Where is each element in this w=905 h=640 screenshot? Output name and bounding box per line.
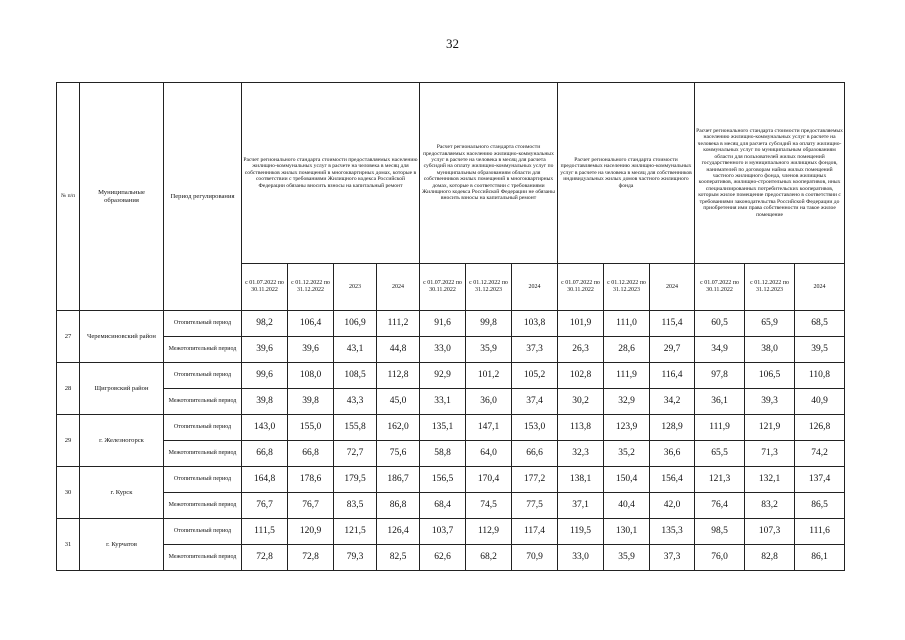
table-row — [57, 389, 845, 415]
value-cell: 77,5 — [512, 493, 558, 519]
header-municipality: Муниципальные образования — [80, 83, 164, 311]
value-cell: 155,8 — [334, 415, 377, 441]
value-cell: 82,8 — [745, 545, 795, 571]
value-cell: 32,9 — [604, 389, 650, 415]
value-cell: 35,2 — [604, 441, 650, 467]
value-cell: 66,8 — [242, 441, 288, 467]
period-heating: Отопительный период — [164, 415, 242, 441]
table-row — [57, 545, 845, 571]
header-num: № п/п — [57, 83, 80, 311]
value-cell: 178,6 — [288, 467, 334, 493]
value-cell: 36,0 — [466, 389, 512, 415]
subheader: 2023 — [334, 264, 377, 311]
value-cell: 35,9 — [466, 337, 512, 363]
value-cell: 68,5 — [795, 311, 845, 337]
value-cell: 111,9 — [604, 363, 650, 389]
value-cell: 117,4 — [512, 519, 558, 545]
value-cell: 64,0 — [466, 441, 512, 467]
value-cell: 123,9 — [604, 415, 650, 441]
value-cell: 68,4 — [420, 493, 466, 519]
value-cell: 102,8 — [558, 363, 604, 389]
table-body — [57, 311, 845, 571]
value-cell: 45,0 — [377, 389, 420, 415]
value-cell: 74,5 — [466, 493, 512, 519]
value-cell: 97,8 — [695, 363, 745, 389]
period-heating: Отопительный период — [164, 467, 242, 493]
value-cell: 164,8 — [242, 467, 288, 493]
value-cell: 112,9 — [466, 519, 512, 545]
value-cell: 105,2 — [512, 363, 558, 389]
value-cell: 156,4 — [650, 467, 695, 493]
value-cell: 37,1 — [558, 493, 604, 519]
value-cell: 113,8 — [558, 415, 604, 441]
value-cell: 128,9 — [650, 415, 695, 441]
value-cell: 39,3 — [745, 389, 795, 415]
value-cell: 65,5 — [695, 441, 745, 467]
header-row — [57, 83, 845, 264]
value-cell: 76,4 — [695, 493, 745, 519]
value-cell: 108,5 — [334, 363, 377, 389]
value-cell: 43,1 — [334, 337, 377, 363]
value-cell: 130,1 — [604, 519, 650, 545]
value-cell: 110,8 — [795, 363, 845, 389]
value-cell: 39,8 — [288, 389, 334, 415]
value-cell: 44,8 — [377, 337, 420, 363]
value-cell: 35,9 — [604, 545, 650, 571]
municipality-name: г. Курчатов — [80, 519, 164, 571]
value-cell: 29,7 — [650, 337, 695, 363]
value-cell: 86,8 — [377, 493, 420, 519]
subheader: с 01.12.2022 по 31.12.2022 — [288, 264, 334, 311]
value-cell: 111,5 — [242, 519, 288, 545]
subheader: 2024 — [512, 264, 558, 311]
value-cell: 37,3 — [512, 337, 558, 363]
value-cell: 112,8 — [377, 363, 420, 389]
value-cell: 106,9 — [334, 311, 377, 337]
value-cell: 155,0 — [288, 415, 334, 441]
value-cell: 121,3 — [695, 467, 745, 493]
subheader: 2024 — [795, 264, 845, 311]
subheader: с 01.07.2022 по 30.11.2022 — [695, 264, 745, 311]
value-cell: 42,0 — [650, 493, 695, 519]
table-row — [57, 441, 845, 467]
value-cell: 79,3 — [334, 545, 377, 571]
value-cell: 147,1 — [466, 415, 512, 441]
period-interheating: Межотопительный период — [164, 389, 242, 415]
value-cell: 92,9 — [420, 363, 466, 389]
value-cell: 121,9 — [745, 415, 795, 441]
municipality-name: г. Железногорск — [80, 415, 164, 467]
value-cell: 83,2 — [745, 493, 795, 519]
period-interheating: Межотопительный период — [164, 493, 242, 519]
value-cell: 91,6 — [420, 311, 466, 337]
value-cell: 40,9 — [795, 389, 845, 415]
value-cell: 103,8 — [512, 311, 558, 337]
value-cell: 71,3 — [745, 441, 795, 467]
period-interheating: Межотопительный период — [164, 545, 242, 571]
value-cell: 38,0 — [745, 337, 795, 363]
value-cell: 170,4 — [466, 467, 512, 493]
row-number: 30 — [57, 467, 80, 519]
value-cell: 33,0 — [420, 337, 466, 363]
subheader: с 01.07.2022 по 30.11.2022 — [242, 264, 288, 311]
value-cell: 186,7 — [377, 467, 420, 493]
value-cell: 72,7 — [334, 441, 377, 467]
value-cell: 153,0 — [512, 415, 558, 441]
value-cell: 34,2 — [650, 389, 695, 415]
value-cell: 103,7 — [420, 519, 466, 545]
value-cell: 34,9 — [695, 337, 745, 363]
value-cell: 106,5 — [745, 363, 795, 389]
value-cell: 121,5 — [334, 519, 377, 545]
value-cell: 68,2 — [466, 545, 512, 571]
table-row — [57, 337, 845, 363]
value-cell: 33,1 — [420, 389, 466, 415]
header-group-1: Расчет регионального стандарта стоимости предоставляемых населению жилищно-коммунальных услуг в расчете на человека в месяц для собственников жилых помещений в многоквартирных домах, которые в соответствии с требованиями Жилищного кодекса Российской Федерации обязаны вносить взносы на капитальный ремонт — [242, 83, 420, 264]
value-cell: 26,3 — [558, 337, 604, 363]
value-cell: 39,5 — [795, 337, 845, 363]
table-row — [57, 415, 845, 441]
value-cell: 120,9 — [288, 519, 334, 545]
value-cell: 65,9 — [745, 311, 795, 337]
value-cell: 70,9 — [512, 545, 558, 571]
subheader: с 01.07.2022 по 30.11.2022 — [558, 264, 604, 311]
value-cell: 126,8 — [795, 415, 845, 441]
value-cell: 30,2 — [558, 389, 604, 415]
value-cell: 72,8 — [288, 545, 334, 571]
value-cell: 137,4 — [795, 467, 845, 493]
value-cell: 107,3 — [745, 519, 795, 545]
value-cell: 76,7 — [288, 493, 334, 519]
value-cell: 119,5 — [558, 519, 604, 545]
period-interheating: Межотопительный период — [164, 441, 242, 467]
value-cell: 135,1 — [420, 415, 466, 441]
period-interheating: Межотопительный период — [164, 337, 242, 363]
value-cell: 66,8 — [288, 441, 334, 467]
header-group-4: Расчет регионального стандарта стоимости предоставляемых населению жилищно-коммунальных услуг в расчете на человека в месяц для расчета субсидий на оплату жилищно-коммунальных услуг по муниципальным образованиям области для пользователей жилых помещений государственного и муниципального жилищных фондов, нанимателей по договорам найма жилых помещений частного жилищного фонда, членов жилищных кооперативов, жилищно-строительных кооперативов, иных специализированных потребительских кооперативов, которым жилое помещение предоставлено в соответствии с требованиями законодательства Российской Федерации до приобретения ими права собственности на такое жилое помещение — [695, 83, 845, 264]
subheader: 2024 — [650, 264, 695, 311]
subheader: 2024 — [377, 264, 420, 311]
header-group-3: Расчет регионального стандарта стоимости предоставляемых населению жилищно-коммунальных услуг в расчете на человека в месяц для собственников индивидуальных жилых домов частного жилищного фонда — [558, 83, 695, 264]
value-cell: 86,1 — [795, 545, 845, 571]
value-cell: 138,1 — [558, 467, 604, 493]
value-cell: 76,0 — [695, 545, 745, 571]
table-row — [57, 311, 845, 337]
value-cell: 37,3 — [650, 545, 695, 571]
municipality-name: Черемисиновский район — [80, 311, 164, 363]
header-period: Период регулирования — [164, 83, 242, 311]
table-row — [57, 493, 845, 519]
value-cell: 162,0 — [377, 415, 420, 441]
value-cell: 179,5 — [334, 467, 377, 493]
period-heating: Отопительный период — [164, 519, 242, 545]
table-row — [57, 363, 845, 389]
header-group-2: Расчет регионального стандарта стоимости предоставляемых населению жилищно-коммунальных услуг в расчете на человека в месяц для расчета субсидий на оплату жилищно-коммунальных услуг по муниципальным образованиям области для собственников жилых помещений в многоквартирных домах, которые в соответствии с требованиями Жилищного кодекса Российской Федерации не обязаны вносить взносы на капитальный ремонт — [420, 83, 558, 264]
value-cell: 98,2 — [242, 311, 288, 337]
row-number: 31 — [57, 519, 80, 571]
value-cell: 82,5 — [377, 545, 420, 571]
value-cell: 116,4 — [650, 363, 695, 389]
value-cell: 86,5 — [795, 493, 845, 519]
value-cell: 106,4 — [288, 311, 334, 337]
value-cell: 99,6 — [242, 363, 288, 389]
value-cell: 115,4 — [650, 311, 695, 337]
value-cell: 72,8 — [242, 545, 288, 571]
value-cell: 101,2 — [466, 363, 512, 389]
row-number: 28 — [57, 363, 80, 415]
municipality-name: Щигровский район — [80, 363, 164, 415]
period-heating: Отопительный период — [164, 311, 242, 337]
subheader: с 01.07.2022 по 30.11.2022 — [420, 264, 466, 311]
value-cell: 40,4 — [604, 493, 650, 519]
period-heating: Отопительный период — [164, 363, 242, 389]
value-cell: 111,9 — [695, 415, 745, 441]
value-cell: 156,5 — [420, 467, 466, 493]
value-cell: 62,6 — [420, 545, 466, 571]
value-cell: 126,4 — [377, 519, 420, 545]
value-cell: 101,9 — [558, 311, 604, 337]
value-cell: 58,8 — [420, 441, 466, 467]
value-cell: 135,3 — [650, 519, 695, 545]
value-cell: 150,4 — [604, 467, 650, 493]
row-number: 27 — [57, 311, 80, 363]
value-cell: 39,8 — [242, 389, 288, 415]
tariff-table — [56, 82, 845, 571]
value-cell: 99,8 — [466, 311, 512, 337]
value-cell: 39,6 — [288, 337, 334, 363]
table-row — [57, 519, 845, 545]
value-cell: 60,5 — [695, 311, 745, 337]
value-cell: 36,1 — [695, 389, 745, 415]
municipality-name: г. Курск — [80, 467, 164, 519]
value-cell: 33,0 — [558, 545, 604, 571]
subheader: с 01.12.2022 по 31.12.2023 — [604, 264, 650, 311]
value-cell: 111,6 — [795, 519, 845, 545]
value-cell: 75,6 — [377, 441, 420, 467]
value-cell: 28,6 — [604, 337, 650, 363]
value-cell: 39,6 — [242, 337, 288, 363]
value-cell: 32,3 — [558, 441, 604, 467]
value-cell: 74,2 — [795, 441, 845, 467]
subheader: с 01.12.2022 по 31.12.2023 — [466, 264, 512, 311]
value-cell: 108,0 — [288, 363, 334, 389]
value-cell: 98,5 — [695, 519, 745, 545]
value-cell: 111,0 — [604, 311, 650, 337]
value-cell: 111,2 — [377, 311, 420, 337]
subheader: с 01.12.2022 по 31.12.2023 — [745, 264, 795, 311]
value-cell: 37,4 — [512, 389, 558, 415]
value-cell: 76,7 — [242, 493, 288, 519]
value-cell: 43,3 — [334, 389, 377, 415]
value-cell: 36,6 — [650, 441, 695, 467]
value-cell: 143,0 — [242, 415, 288, 441]
table-row — [57, 467, 845, 493]
value-cell: 83,5 — [334, 493, 377, 519]
page-number: 32 — [446, 36, 459, 51]
value-cell: 132,1 — [745, 467, 795, 493]
value-cell: 177,2 — [512, 467, 558, 493]
value-cell: 66,6 — [512, 441, 558, 467]
row-number: 29 — [57, 415, 80, 467]
